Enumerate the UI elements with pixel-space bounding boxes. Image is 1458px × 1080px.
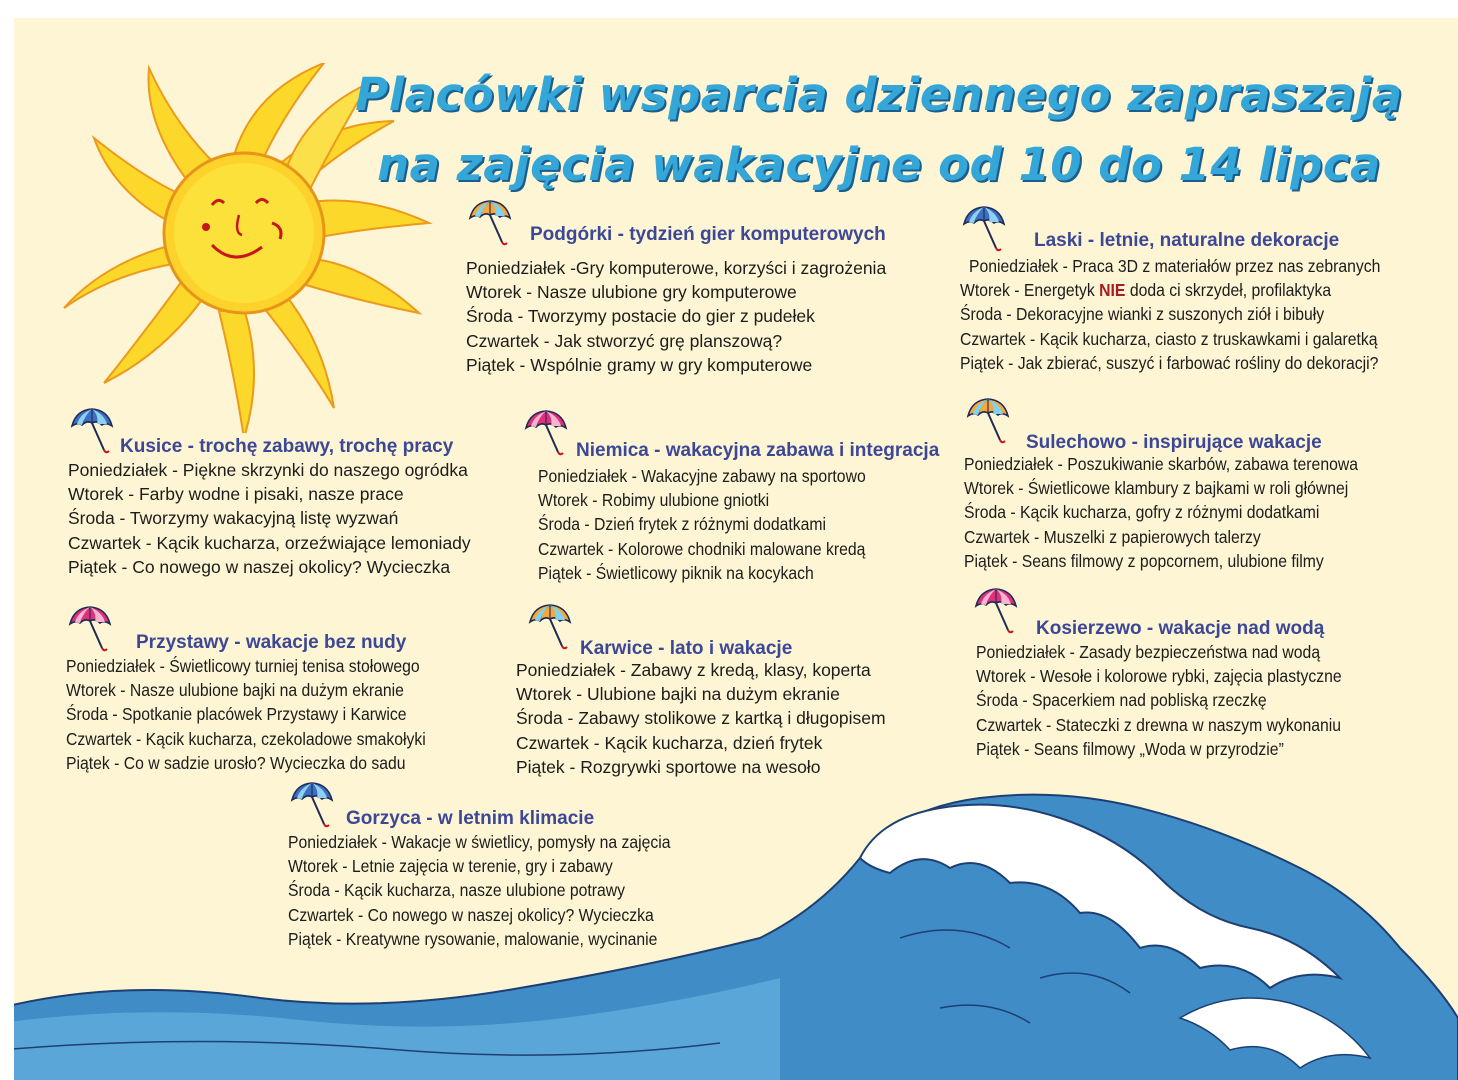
block-title-niemica: Niemica - wakacyjna zabawa i integracja [576,440,940,461]
title-line-2: na zajęcia wakacyjne od 10 do 14 lipca [377,138,1381,191]
umbrella-icon-pink [66,604,114,652]
block-kusice [68,406,471,579]
day-monday: Poniedziałek - Wakacje w świetlicy, pomysły na zajęcia [288,832,671,852]
day-wednesday: Środa - Tworzymy postacie do gier z pudełek [466,306,815,327]
wave-illustration [14,788,1458,1080]
poster [14,18,1458,1080]
block-laski [960,204,1427,375]
day-wednesday: Środa - Kącik kucharza, gofry z różnymi dodatkami [964,502,1320,523]
day-monday: Poniedziałek -Gry komputerowe, korzyści i zagrożenia [466,258,887,278]
day-friday: Piątek - Jak zbierać, suszyć i farbować rośliny do dekoracji? [960,352,1379,373]
umbrella-icon-blue [960,204,1008,252]
umbrella-icon-orange [526,602,574,650]
day-monday: Poniedziałek - Poszukiwanie skarbów, zabawa terenowa [964,454,1358,474]
block-title-kosierzewo: Kosierzewo - wakacje nad wodą [1036,618,1325,639]
block-title-podgorki: Podgórki - tydzień gier komputerowych [530,224,886,245]
block-title-gorzyca: Gorzyca - w letnim klimacie [346,808,595,829]
day-wednesday: Środa - Dekoracyjne wianki z suszonych ziół i bibuły [960,304,1325,325]
day-thursday: Czwartek - Kącik kucharza, orzeźwiające lemoniady [68,532,471,553]
day-wednesday: Środa - Tworzymy wakacyjną listę wyzwań [68,508,399,529]
umbrella-icon-pink [522,408,570,456]
day-thursday: Czwartek - Kącik kucharza, czekoladowe smakołyki [66,728,426,749]
day-monday: Poniedziałek - Zasady bezpieczeństwa nad wodą [976,642,1321,662]
day-friday: Piątek - Co w sadzie urosło? Wycieczka do sadu [66,752,406,773]
day-tuesday: Wtorek - Ulubione bajki na dużym ekranie [516,684,840,705]
day-friday: Piątek - Wspólnie gramy w gry komputerowe [466,354,813,375]
block-title-przystawy: Przystawy - wakacje bez nudy [136,632,407,653]
block-title-karwice: Karwice - lato i wakacje [580,638,793,659]
block-title-laski: Laski - letnie, naturalne dekoracje [1034,230,1340,251]
day-thursday: Czwartek - Muszelki z papierowych talerzy [964,526,1261,547]
day-thursday: Czwartek - Co nowego w naszej okolicy? Wycieczka [288,904,654,925]
day-wednesday: Środa - Kącik kucharza, nasze ulubione potrawy [288,880,626,901]
highlight-nie: NIE [1099,280,1126,301]
day-monday: Poniedziałek - Świetlicowy turniej tenisa stołowego [66,656,420,676]
day-friday: Piątek - Seans filmowy „Woda w przyrodzie” [976,738,1284,759]
day-tuesday: Wtorek - Nasze ulubione bajki na dużym ekranie [66,680,404,701]
day-friday: Piątek - Seans filmowy z popcornem, ulubione filmy [964,550,1324,571]
day-tuesday: Wtorek - Farby wodne i pisaki, nasze prace [68,484,404,505]
umbrella-icon-orange [466,198,514,246]
day-monday: Poniedziałek - Wakacyjne zabawy na sportowo [538,466,866,486]
page-title [314,60,1444,200]
block-sulechowo [964,396,1402,573]
day-wednesday: Środa - Zabawy stolikowe z kartką i długopisem [516,708,886,729]
day-thursday: Czwartek - Kolorowe chodniki malowane kredą [538,538,866,559]
umbrella-icon-orange [964,396,1012,444]
day-tuesday-start: Wtorek - Energetyk [960,280,1100,301]
day-thursday: Czwartek - Jak stworzyć grę planszową? [466,330,783,351]
day-thursday: Czwartek - Stateczki z drewna w naszym wykonaniu [976,714,1342,735]
day-friday: Piątek - Kreatywne rysowanie, malowanie, wycinanie [288,928,658,949]
day-friday: Piątek - Świetlicowy piknik na kocykach [538,562,814,583]
day-monday: Poniedziałek - Piękne skrzynki do naszego ogródka [68,460,468,480]
day-friday: Piątek - Rozgrywki sportowe na wesoło [516,756,821,777]
day-tuesday: Wtorek - Świetlicowe klambury z bajkami w roli głównej [964,478,1349,499]
day-thursday: Czwartek - Kącik kucharza, ciasto z truskawkami i galaretką [960,328,1378,349]
umbrella-icon-pink [972,586,1020,634]
day-tuesday [960,278,1380,302]
day-wednesday: Środa - Spotkanie placówek Przystawy i Karwice [66,704,407,725]
day-friday: Piątek - Co nowego w naszej okolicy? Wycieczka [68,556,451,577]
block-podgorki [466,198,886,377]
day-wednesday: Środa - Dzień frytek z różnymi dodatkami [538,514,826,535]
day-tuesday: Wtorek - Nasze ulubione gry komputerowe [466,282,797,303]
block-title-kusice: Kusice - trochę zabawy, trochę pracy [120,436,454,457]
day-thursday: Czwartek - Kącik kucharza, dzień frytek [516,732,823,753]
umbrella-icon-blue [288,780,336,828]
day-tuesday: Wtorek - Robimy ulubione gniotki [538,490,770,511]
umbrella-icon-blue [68,406,116,454]
block-kosierzewo [972,586,1382,761]
day-tuesday: Wtorek - Wesołe i kolorowe rybki, zajęcia plastyczne [976,666,1342,687]
day-tuesday-rest: doda ci skrzydeł, profilaktyka [1125,280,1332,301]
block-niemica [522,408,940,585]
block-karwice [516,602,886,779]
title-line-1: Placówki wsparcia dziennego zapraszają [355,68,1403,121]
day-tuesday: Wtorek - Letnie zajęcia w terenie, gry i zabawy [288,856,613,877]
block-gorzyca [288,780,713,951]
day-monday: Poniedziałek - Zabawy z kredą, klasy, koperta [516,660,871,680]
block-title-sulechowo: Sulechowo - inspirujące wakacje [1026,432,1322,453]
block-przystawy [66,604,466,775]
day-wednesday: Środa - Spacerkiem nad pobliską rzeczkę [976,690,1267,711]
day-monday: Poniedziałek - Praca 3D z materiałów przez nas zebranych [969,256,1381,276]
